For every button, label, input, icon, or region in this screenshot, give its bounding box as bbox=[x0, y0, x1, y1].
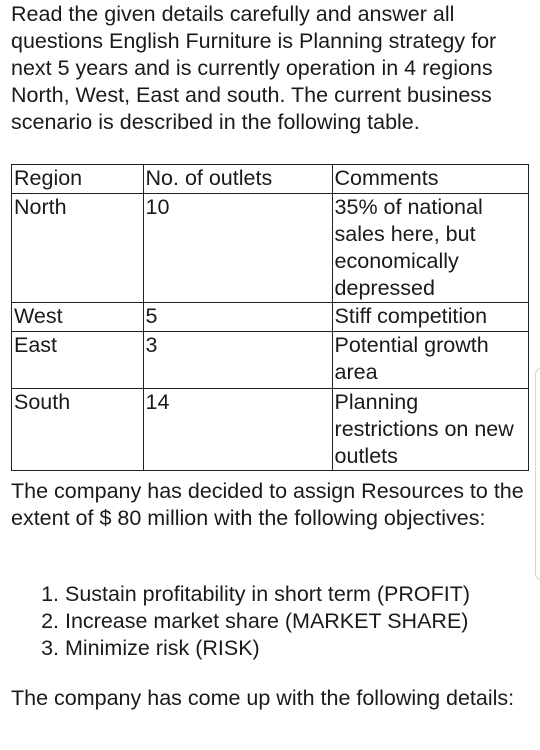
cell-comments: Potential growth area bbox=[332, 332, 528, 389]
cell-region: South bbox=[12, 389, 144, 471]
header-outlets: No. of outlets bbox=[143, 165, 332, 194]
table-row bbox=[12, 303, 529, 332]
list-item: 3. Minimize risk (RISK) bbox=[65, 635, 535, 662]
table-row bbox=[12, 194, 529, 303]
objectives-list bbox=[0, 581, 535, 662]
closing-paragraph: The company has come up with the following details: bbox=[11, 686, 515, 710]
cell-comments: Stiff competition bbox=[332, 303, 528, 332]
cell-region: North bbox=[12, 194, 144, 303]
header-comments: Comments bbox=[332, 165, 528, 194]
table-header-row bbox=[12, 165, 529, 194]
cell-comments: Planning restrictions on new outlets bbox=[332, 389, 528, 471]
cell-outlets: 10 bbox=[143, 194, 332, 303]
list-item: 1. Sustain profitability in short term (PROFIT) bbox=[65, 581, 535, 608]
table-row bbox=[12, 332, 529, 389]
resources-paragraph: The company has decided to assign Resources to the extent of $ 80 million with the following objectives: bbox=[11, 479, 524, 530]
header-region: Region bbox=[12, 165, 144, 194]
cell-outlets: 3 bbox=[143, 332, 332, 389]
list-item: 2. Increase market share (MARKET SHARE) bbox=[65, 608, 535, 635]
cell-region: East bbox=[12, 332, 144, 389]
region-table bbox=[11, 164, 529, 471]
intro-paragraph: Read the given details carefully and answer all questions English Furniture is Planning strategy for next 5 years and is currently operation in 4 regions North, West, East and south. The current business scenario is described in the following table. bbox=[11, 2, 497, 134]
cell-comments: 35% of national sales here, but economically depressed bbox=[332, 194, 528, 303]
cell-outlets: 14 bbox=[143, 389, 332, 471]
cell-region: West bbox=[12, 303, 144, 332]
cell-outlets: 5 bbox=[143, 303, 332, 332]
table-row bbox=[12, 389, 529, 471]
scroll-edge-indicator bbox=[535, 368, 540, 580]
